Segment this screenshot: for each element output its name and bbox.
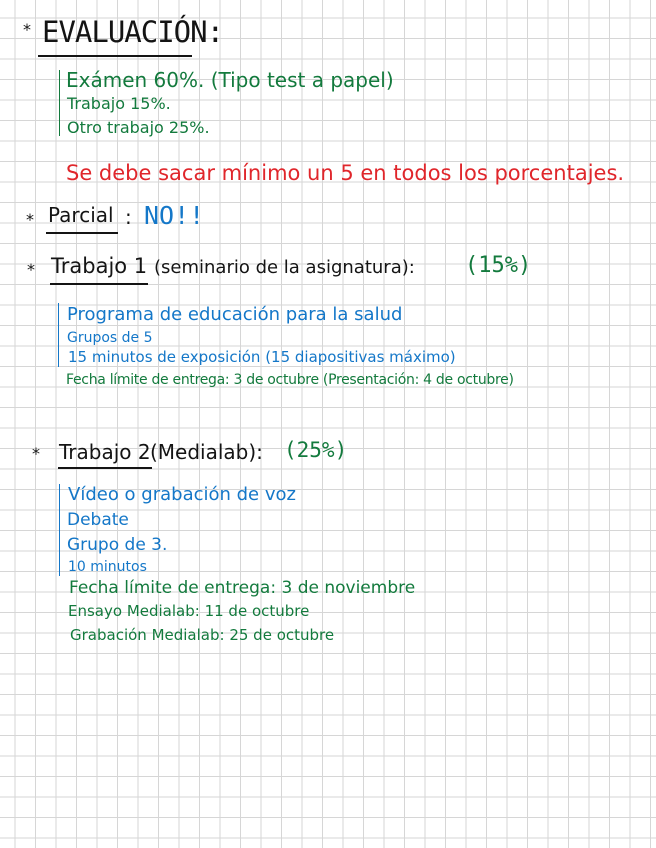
- list-item: Trabajo 15%.: [67, 94, 171, 113]
- trabajo1-percent: (15%): [465, 253, 532, 278]
- list-item: Vídeo o grabación de voz: [68, 484, 296, 505]
- list-bracket: [59, 70, 60, 136]
- bullet-star: *: [26, 210, 34, 229]
- parcial-label: Parcial: [48, 203, 114, 227]
- list-item: Grupos de 5: [67, 330, 153, 346]
- parcial-underline: [46, 232, 118, 234]
- trabajo2-label: Trabajo 2: [59, 440, 151, 464]
- trabajo1-underline: [50, 283, 148, 285]
- warning-text: Se debe sacar mínimo un 5 en todos los porcentajes.: [66, 161, 625, 185]
- parcial-colon: :: [125, 205, 132, 229]
- list-item: Exámen 60%. (Tipo test a papel): [66, 68, 394, 92]
- trabajo1-desc: (seminario de la asignatura):: [154, 257, 415, 278]
- trabajo2-underline: [58, 467, 152, 469]
- list-item: 15 minutos de exposición (15 diapositivas máximo): [68, 348, 456, 366]
- trabajo2-percent: (25%): [284, 438, 348, 462]
- list-bracket: [59, 484, 60, 576]
- bullet-star: *: [27, 260, 35, 279]
- list-item: Debate: [67, 510, 129, 530]
- bullet-star: *: [23, 20, 31, 39]
- bullet-star: *: [32, 444, 40, 463]
- trabajo1-label: Trabajo 1: [51, 254, 148, 278]
- deadline-text: Fecha límite de entrega: 3 de octubre (Presentación: 4 de octubre): [66, 372, 514, 388]
- list-item: Grupo de 3.: [67, 535, 168, 555]
- list-item: Otro trabajo 25%.: [67, 118, 210, 137]
- note-text: Fecha límite de entrega: 3 de noviembre: [69, 578, 416, 598]
- list-item: Programa de educación para la salud: [67, 304, 403, 325]
- list-bracket: [58, 303, 59, 367]
- title-underline: [38, 55, 192, 57]
- list-item: 10 minutos: [68, 559, 147, 575]
- evaluacion-title: EVALUACIÓN:: [42, 15, 224, 49]
- note-text: Ensayo Medialab: 11 de octubre: [68, 602, 310, 620]
- parcial-value: NO!!: [144, 201, 205, 230]
- trabajo2-desc: (Medialab):: [150, 440, 263, 464]
- note-text: Grabación Medialab: 25 de octubre: [70, 626, 335, 644]
